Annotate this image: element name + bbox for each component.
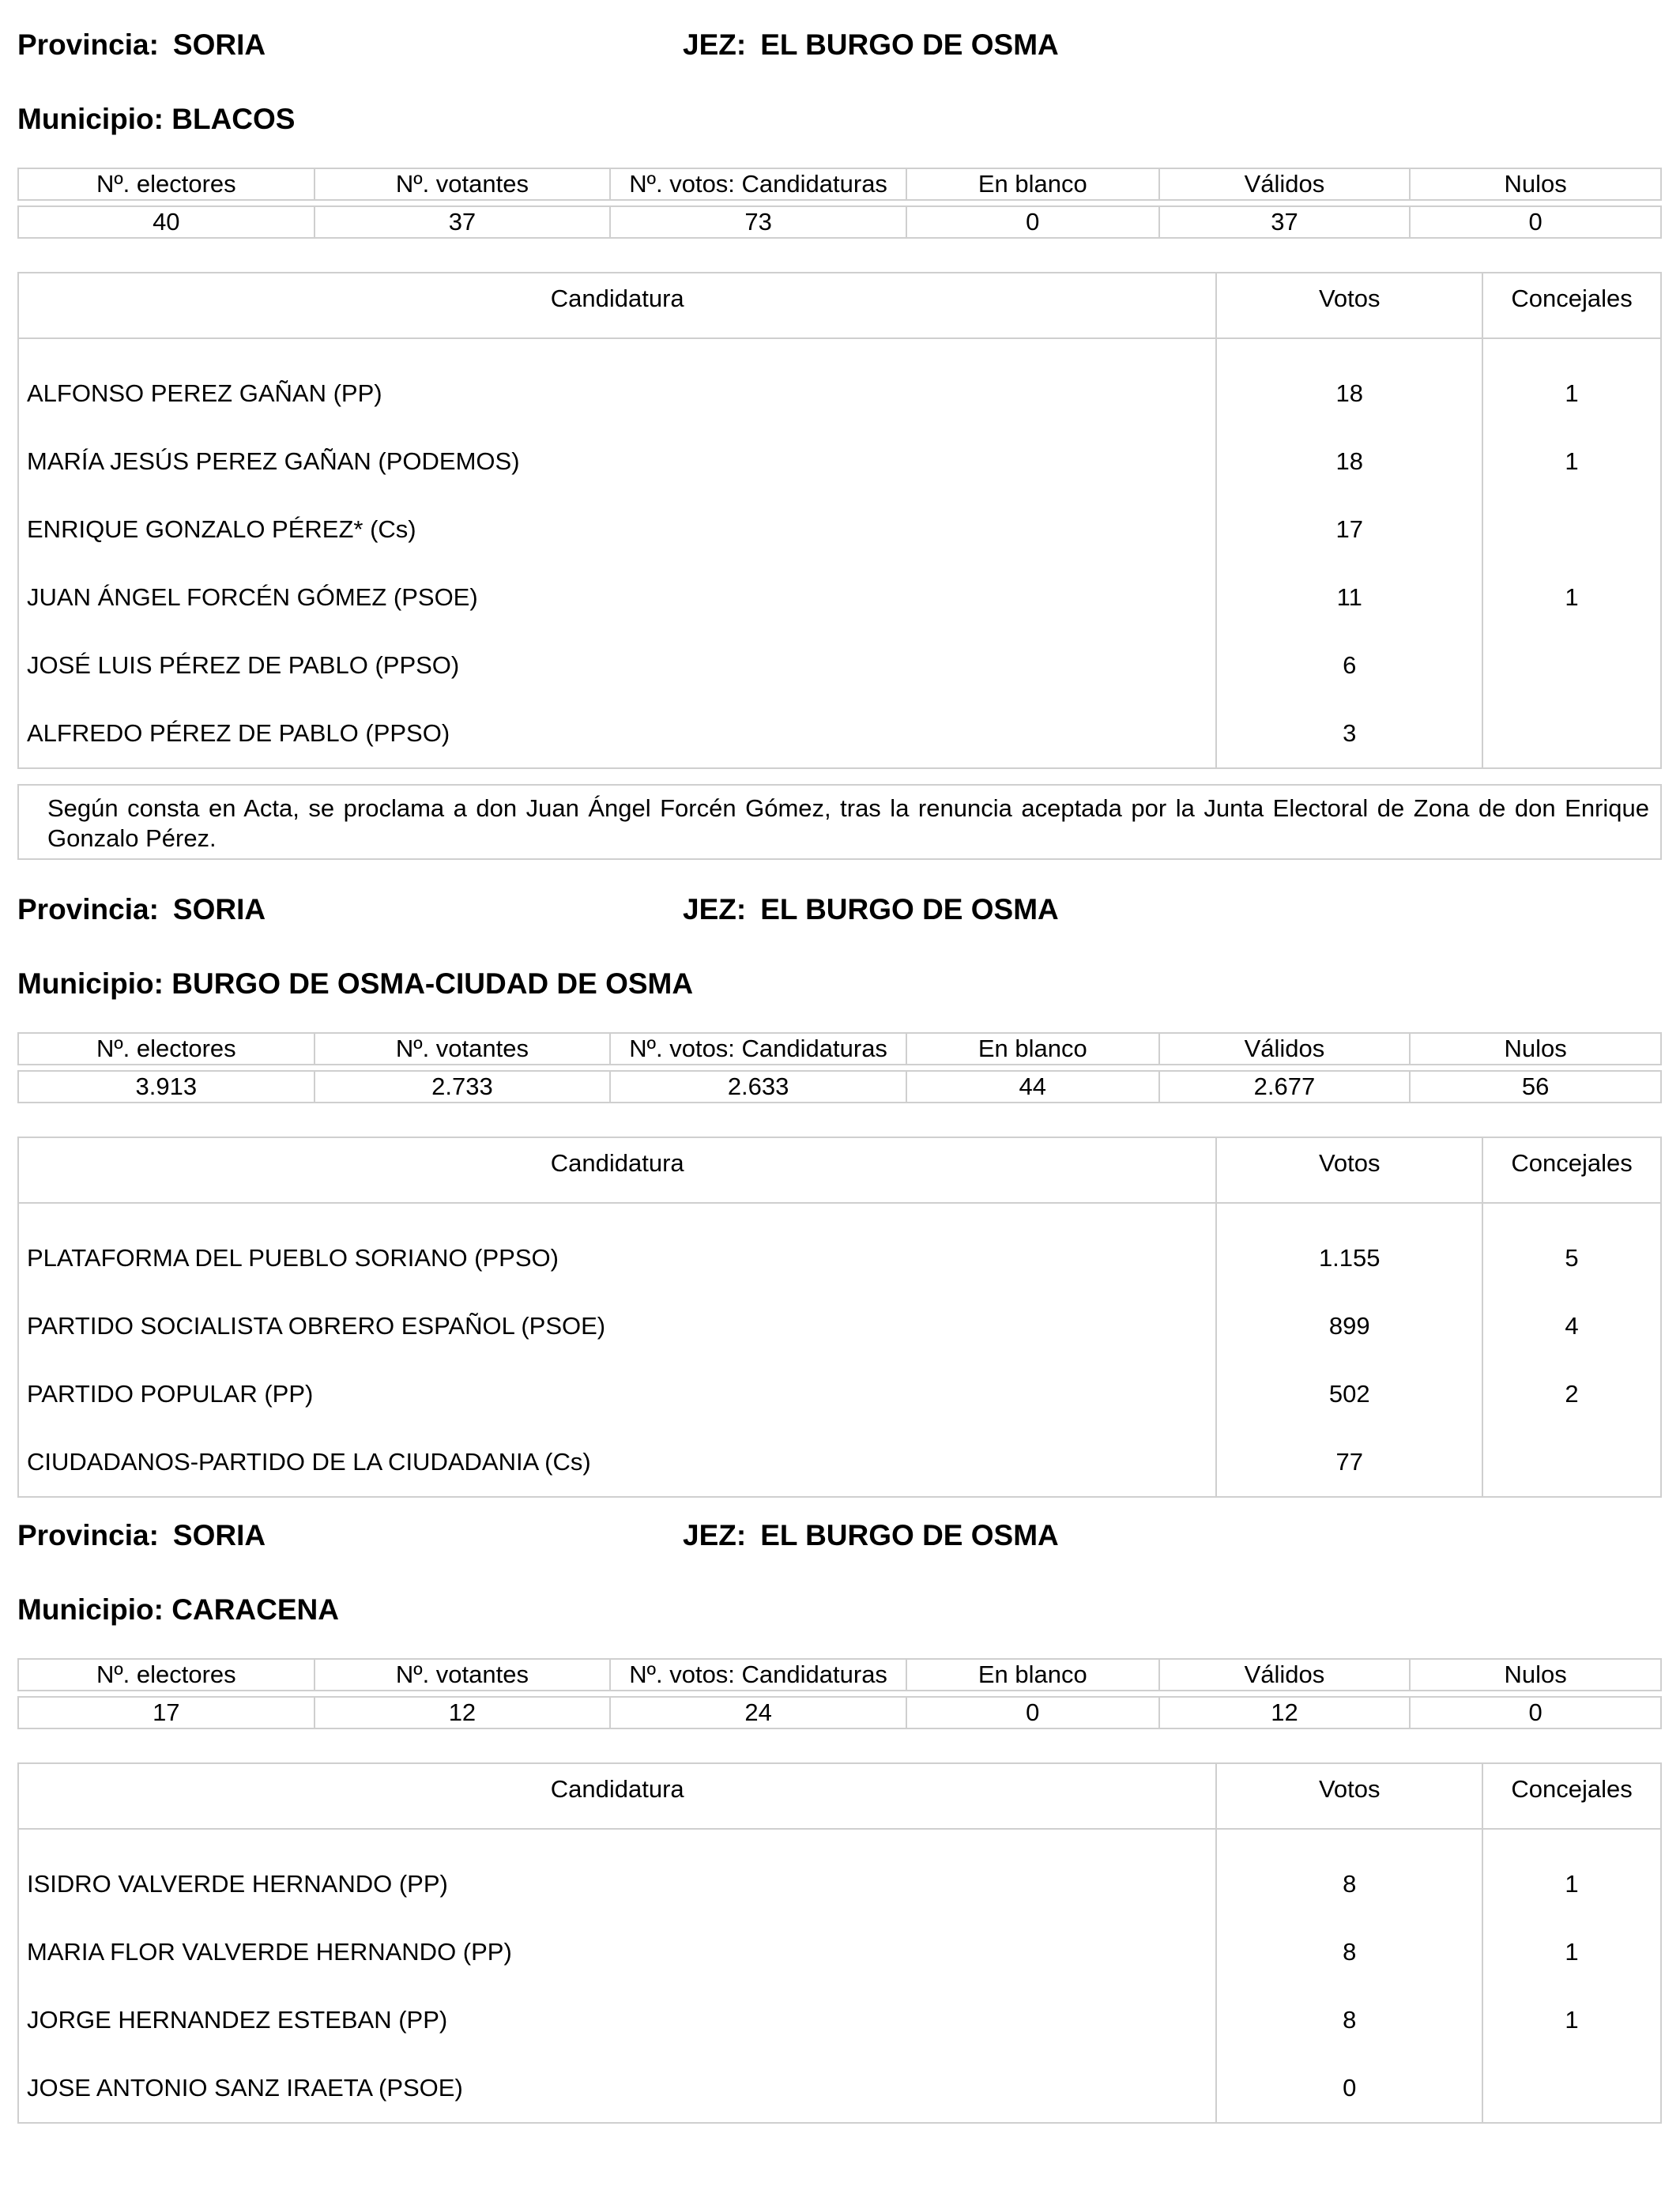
table-row <box>18 1203 1661 1292</box>
candidate-councillors <box>1482 699 1661 768</box>
summary-header-cell: Nº. votos: Candidaturas <box>610 1659 906 1691</box>
summary-value-cell: 0 <box>1410 206 1661 238</box>
summary-header-cell: Nulos <box>1410 1659 1661 1691</box>
candidate-councillors: 1 <box>1482 564 1661 631</box>
summary-header-cell: Válidos <box>1159 168 1411 200</box>
table-row <box>18 564 1661 631</box>
municipio-value: CARACENA <box>171 1593 339 1626</box>
candidate-name: ALFREDO PÉREZ DE PABLO (PPSO) <box>18 699 1216 768</box>
provincia-label: Provincia: <box>17 893 159 925</box>
summary-header-cell: Nº. votos: Candidaturas <box>610 1033 906 1065</box>
candidate-councillors: 1 <box>1482 428 1661 496</box>
candidate-councillors <box>1482 496 1661 564</box>
summary-value-cell: 3.913 <box>18 1071 315 1103</box>
concejales-header: Concejales <box>1482 273 1661 338</box>
summary-table <box>17 1032 1662 1103</box>
summary-header-cell: Nulos <box>1410 168 1661 200</box>
jez-label: JEZ: <box>683 893 747 925</box>
candidate-name: ENRIQUE GONZALO PÉREZ* (Cs) <box>18 496 1216 564</box>
summary-value-cell: 24 <box>610 1697 906 1728</box>
candidate-councillors: 5 <box>1482 1203 1661 1292</box>
summary-value-cell: 12 <box>315 1697 611 1728</box>
summary-header-cell: Válidos <box>1159 1659 1411 1691</box>
candidatura-header: Candidatura <box>18 1137 1216 1203</box>
provincia-value: SORIA <box>172 1519 266 1551</box>
municipio-heading <box>17 964 693 1004</box>
candidate-councillors: 1 <box>1482 338 1661 428</box>
jez-label: JEZ: <box>683 28 747 61</box>
table-row <box>18 2054 1661 2123</box>
summary-value-cell: 2.733 <box>315 1071 611 1103</box>
table-row <box>18 631 1661 699</box>
summary-value-cell: 44 <box>906 1071 1159 1103</box>
candidate-votes: 8 <box>1216 1918 1482 1986</box>
votos-header: Votos <box>1216 273 1482 338</box>
candidate-name: ISIDRO VALVERDE HERNANDO (PP) <box>18 1829 1216 1918</box>
candidatura-header: Candidatura <box>18 1763 1216 1829</box>
results-table <box>17 1762 1662 2124</box>
results-header-row <box>18 1137 1661 1203</box>
candidate-name: JORGE HERNANDEZ ESTEBAN (PP) <box>18 1986 1216 2054</box>
candidate-councillors: 1 <box>1482 1918 1661 1986</box>
candidate-name: MARIA FLOR VALVERDE HERNANDO (PP) <box>18 1918 1216 1986</box>
summary-value-cell: 0 <box>906 206 1159 238</box>
candidate-votes: 77 <box>1216 1428 1482 1497</box>
summary-header-cell: En blanco <box>906 1659 1159 1691</box>
municipio-label: Municipio: <box>17 967 164 1000</box>
jez-value: EL BURGO DE OSMA <box>760 1519 1059 1551</box>
summary-value-cell: 12 <box>1159 1697 1411 1728</box>
municipio-value: BLACOS <box>171 103 296 135</box>
summary-value-cell: 17 <box>18 1697 315 1728</box>
summary-table <box>17 168 1662 239</box>
results-table <box>17 1137 1662 1498</box>
provincia-heading <box>17 25 266 65</box>
summary-value-cell: 37 <box>315 206 611 238</box>
candidate-votes: 502 <box>1216 1360 1482 1428</box>
summary-header-cell: Nº. votantes <box>315 168 611 200</box>
municipio-label: Municipio: <box>17 1593 164 1626</box>
provincia-value: SORIA <box>172 893 266 925</box>
candidate-votes: 18 <box>1216 428 1482 496</box>
summary-header-row <box>18 1659 1661 1691</box>
summary-header-cell: Nº. votantes <box>315 1659 611 1691</box>
summary-spacer <box>18 1065 1661 1071</box>
provincia-heading <box>17 1516 266 1555</box>
candidate-councillors: 1 <box>1482 1829 1661 1918</box>
candidate-name: JOSÉ LUIS PÉREZ DE PABLO (PPSO) <box>18 631 1216 699</box>
candidate-votes: 8 <box>1216 1986 1482 2054</box>
summary-value-cell: 2.633 <box>610 1071 906 1103</box>
candidate-councillors <box>1482 2054 1661 2123</box>
candidate-councillors: 1 <box>1482 1986 1661 2054</box>
summary-header-cell: Nº. votos: Candidaturas <box>610 168 906 200</box>
table-row <box>18 1986 1661 2054</box>
summary-header-cell: Válidos <box>1159 1033 1411 1065</box>
table-row <box>18 1918 1661 1986</box>
summary-value-cell: 0 <box>906 1697 1159 1728</box>
jez-value: EL BURGO DE OSMA <box>760 28 1059 61</box>
summary-value-cell: 0 <box>1410 1697 1661 1728</box>
summary-value-cell: 56 <box>1410 1071 1661 1103</box>
concejales-header: Concejales <box>1482 1763 1661 1829</box>
candidate-votes: 1.155 <box>1216 1203 1482 1292</box>
candidate-name: PLATAFORMA DEL PUEBLO SORIANO (PPSO) <box>18 1203 1216 1292</box>
votos-header: Votos <box>1216 1763 1482 1829</box>
provincia-label: Provincia: <box>17 1519 159 1551</box>
candidate-votes: 8 <box>1216 1829 1482 1918</box>
candidate-councillors: 4 <box>1482 1292 1661 1360</box>
candidate-councillors: 2 <box>1482 1360 1661 1428</box>
candidatura-header: Candidatura <box>18 273 1216 338</box>
municipio-heading <box>17 100 295 139</box>
candidate-name: PARTIDO SOCIALISTA OBRERO ESPAÑOL (PSOE) <box>18 1292 1216 1360</box>
summary-spacer <box>18 200 1661 206</box>
candidate-votes: 6 <box>1216 631 1482 699</box>
summary-header-cell: Nº. votantes <box>315 1033 611 1065</box>
candidate-name: ALFONSO PEREZ GAÑAN (PP) <box>18 338 1216 428</box>
candidate-councillors <box>1482 1428 1661 1497</box>
summary-header-cell: En blanco <box>906 168 1159 200</box>
candidate-votes: 899 <box>1216 1292 1482 1360</box>
results-header-row <box>18 273 1661 338</box>
summary-header-cell: Nº. electores <box>18 168 315 200</box>
provincia-label: Provincia: <box>17 28 159 61</box>
summary-table <box>17 1658 1662 1729</box>
table-row <box>18 1829 1661 1918</box>
jez-label: JEZ: <box>683 1519 747 1551</box>
candidate-name: JOSE ANTONIO SANZ IRAETA (PSOE) <box>18 2054 1216 2123</box>
provincia-value: SORIA <box>172 28 266 61</box>
summary-header-cell: Nulos <box>1410 1033 1661 1065</box>
summary-value-row <box>18 1071 1661 1103</box>
municipio-value: BURGO DE OSMA-CIUDAD DE OSMA <box>171 967 694 1000</box>
results-header-row <box>18 1763 1661 1829</box>
summary-value-cell: 73 <box>610 206 906 238</box>
jez-heading <box>683 25 1059 65</box>
candidate-name: PARTIDO POPULAR (PP) <box>18 1360 1216 1428</box>
summary-header-cell: Nº. electores <box>18 1659 315 1691</box>
candidate-votes: 11 <box>1216 564 1482 631</box>
candidate-votes: 18 <box>1216 338 1482 428</box>
jez-heading <box>683 1516 1059 1555</box>
municipio-label: Municipio: <box>17 103 164 135</box>
summary-header-cell: Nº. electores <box>18 1033 315 1065</box>
table-row <box>18 338 1661 428</box>
concejales-header: Concejales <box>1482 1137 1661 1203</box>
summary-spacer <box>18 1691 1661 1697</box>
candidate-name: CIUDADANOS-PARTIDO DE LA CIUDADANIA (Cs) <box>18 1428 1216 1497</box>
summary-value-cell: 2.677 <box>1159 1071 1411 1103</box>
results-table <box>17 272 1662 769</box>
candidate-votes: 17 <box>1216 496 1482 564</box>
provincia-heading <box>17 890 266 929</box>
summary-value-cell: 40 <box>18 206 315 238</box>
table-row <box>18 1428 1661 1497</box>
candidate-councillors <box>1482 631 1661 699</box>
summary-header-row <box>18 168 1661 200</box>
municipio-heading <box>17 1590 339 1630</box>
summary-value-cell: 37 <box>1159 206 1411 238</box>
candidate-votes: 3 <box>1216 699 1482 768</box>
jez-value: EL BURGO DE OSMA <box>760 893 1059 925</box>
jez-heading <box>683 890 1059 929</box>
table-row <box>18 428 1661 496</box>
candidate-votes: 0 <box>1216 2054 1482 2123</box>
table-row <box>18 1360 1661 1428</box>
table-row <box>18 496 1661 564</box>
acta-note: Según consta en Acta, se proclama a don Juan Ángel Forcén Gómez, tras la renuncia aceptada por la Junta Electoral de Zona de don Enrique Gonzalo Pérez. <box>17 784 1662 860</box>
table-row <box>18 1292 1661 1360</box>
summary-value-row <box>18 206 1661 238</box>
summary-header-row <box>18 1033 1661 1065</box>
candidate-name: JUAN ÁNGEL FORCÉN GÓMEZ (PSOE) <box>18 564 1216 631</box>
table-row <box>18 699 1661 768</box>
candidate-name: MARÍA JESÚS PEREZ GAÑAN (PODEMOS) <box>18 428 1216 496</box>
votos-header: Votos <box>1216 1137 1482 1203</box>
summary-value-row <box>18 1697 1661 1728</box>
summary-header-cell: En blanco <box>906 1033 1159 1065</box>
